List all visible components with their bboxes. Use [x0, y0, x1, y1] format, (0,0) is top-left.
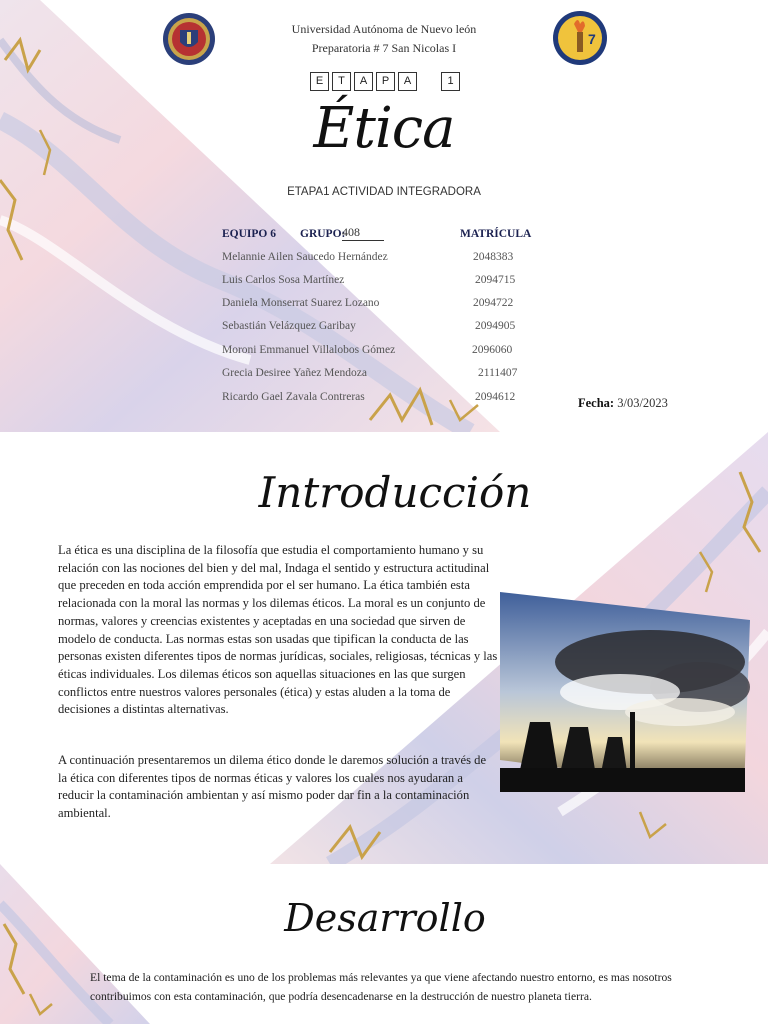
member-id: 2094612 [475, 391, 516, 403]
introduction-title: Introducción [258, 468, 532, 517]
marble-background-left [0, 0, 768, 432]
stage-letter: E [310, 72, 329, 91]
uanl-seal-icon [162, 12, 216, 66]
member-name: Luis Carlos Sosa Martínez [222, 274, 345, 286]
smokestack-pollution-photo [500, 592, 750, 792]
group-value: 408 [342, 225, 384, 241]
university-name: Universidad Autónoma de Nuevo león [291, 22, 477, 36]
date [578, 396, 668, 411]
introduction-paragraph-2: A continuación presentaremos un dilema ético donde le daremos solución a través de la ética con diferentes tipos de normas éticas y valores los cuales nos ayudaran a reducir la contaminación ambientan y así mismo poder dar fin a la contaminación ambiental. [58, 753, 487, 821]
development-title: Desarrollo [284, 896, 486, 940]
introduction-paragraph-1: La ética es una disciplina de la filosofía que estudia el comportamiento humano y su relación con las nociones del bien y del mal, Indaga el sentido y estructura actitudinal que preceden en toda acción emprendida por el ser humano. La ética también esta relacionada con la moral las normas y los dilemas éticos. La moral es un conjunto de normas, valores y creencias existentes y aceptadas en una sociedad que sirven de modelo de conducta. Las normas estas son usadas que tipifican la conducta de las personas existen diferentes tipos de normas jurídicas, sociales, religiosas, técnicas y las éticas individuales. Los dilemas éticos son aquellas situaciones en las que surgen conflictos entre nuestros valores personales (ética) y estas aluden a la toma de decisiones a distintas alternativas. [58, 543, 498, 717]
date-label: Fecha: [578, 396, 615, 410]
member-id: 2094715 [475, 274, 516, 286]
member-name: Ricardo Gael Zavala Contreras [222, 391, 365, 403]
stage-gap [420, 72, 438, 89]
introduction-page [0, 432, 768, 864]
development-paragraph: El tema de la contaminación es uno de los problemas más relevantes ya que viene afectando nuestro entorno, es mas nosotros contribuimos con esta contaminación, que podría desencadenarse en la destrucción de nuestro planeta tierra. [90, 971, 672, 1003]
school-name: Preparatoria # 7 San Nicolas I [311, 41, 457, 55]
member-id: 2111407 [478, 367, 518, 379]
member-id: 2094722 [473, 297, 514, 309]
member-name: Grecia Desiree Yañez Mendoza [222, 367, 367, 379]
prepa7-torch-seal-icon [552, 10, 608, 66]
member-name: Moroni Emmanuel Villalobos Gómez [222, 344, 396, 356]
document-title: Ética [313, 96, 455, 161]
member-id: 2094905 [475, 320, 516, 332]
group-label: GRUPO: [300, 228, 346, 240]
member-name: Melannie Ailen Saucedo Hernández [222, 251, 388, 263]
activity-subtitle: ETAPA1 ACTIVIDAD INTEGRADORA [287, 186, 481, 198]
member-id: 2048383 [473, 251, 514, 263]
member-id: 2096060 [472, 344, 513, 356]
stage-letter: A [398, 72, 417, 91]
cover-page [0, 0, 768, 432]
stage-letter: T [332, 72, 351, 91]
svg-text:7: 7 [588, 31, 596, 47]
stage-boxes [310, 72, 463, 91]
stage-number: 1 [441, 72, 460, 91]
development-page [0, 864, 768, 1024]
stage-letter: A [354, 72, 373, 91]
matricula-header: MATRÍCULA [460, 228, 532, 240]
date-value: 3/03/2023 [617, 396, 668, 410]
team-label: EQUIPO 6 [222, 228, 276, 240]
member-name: Sebastián Velázquez Garibay [222, 320, 356, 332]
stage-letter: P [376, 72, 395, 91]
member-name: Daniela Monserrat Suarez Lozano [222, 297, 380, 309]
